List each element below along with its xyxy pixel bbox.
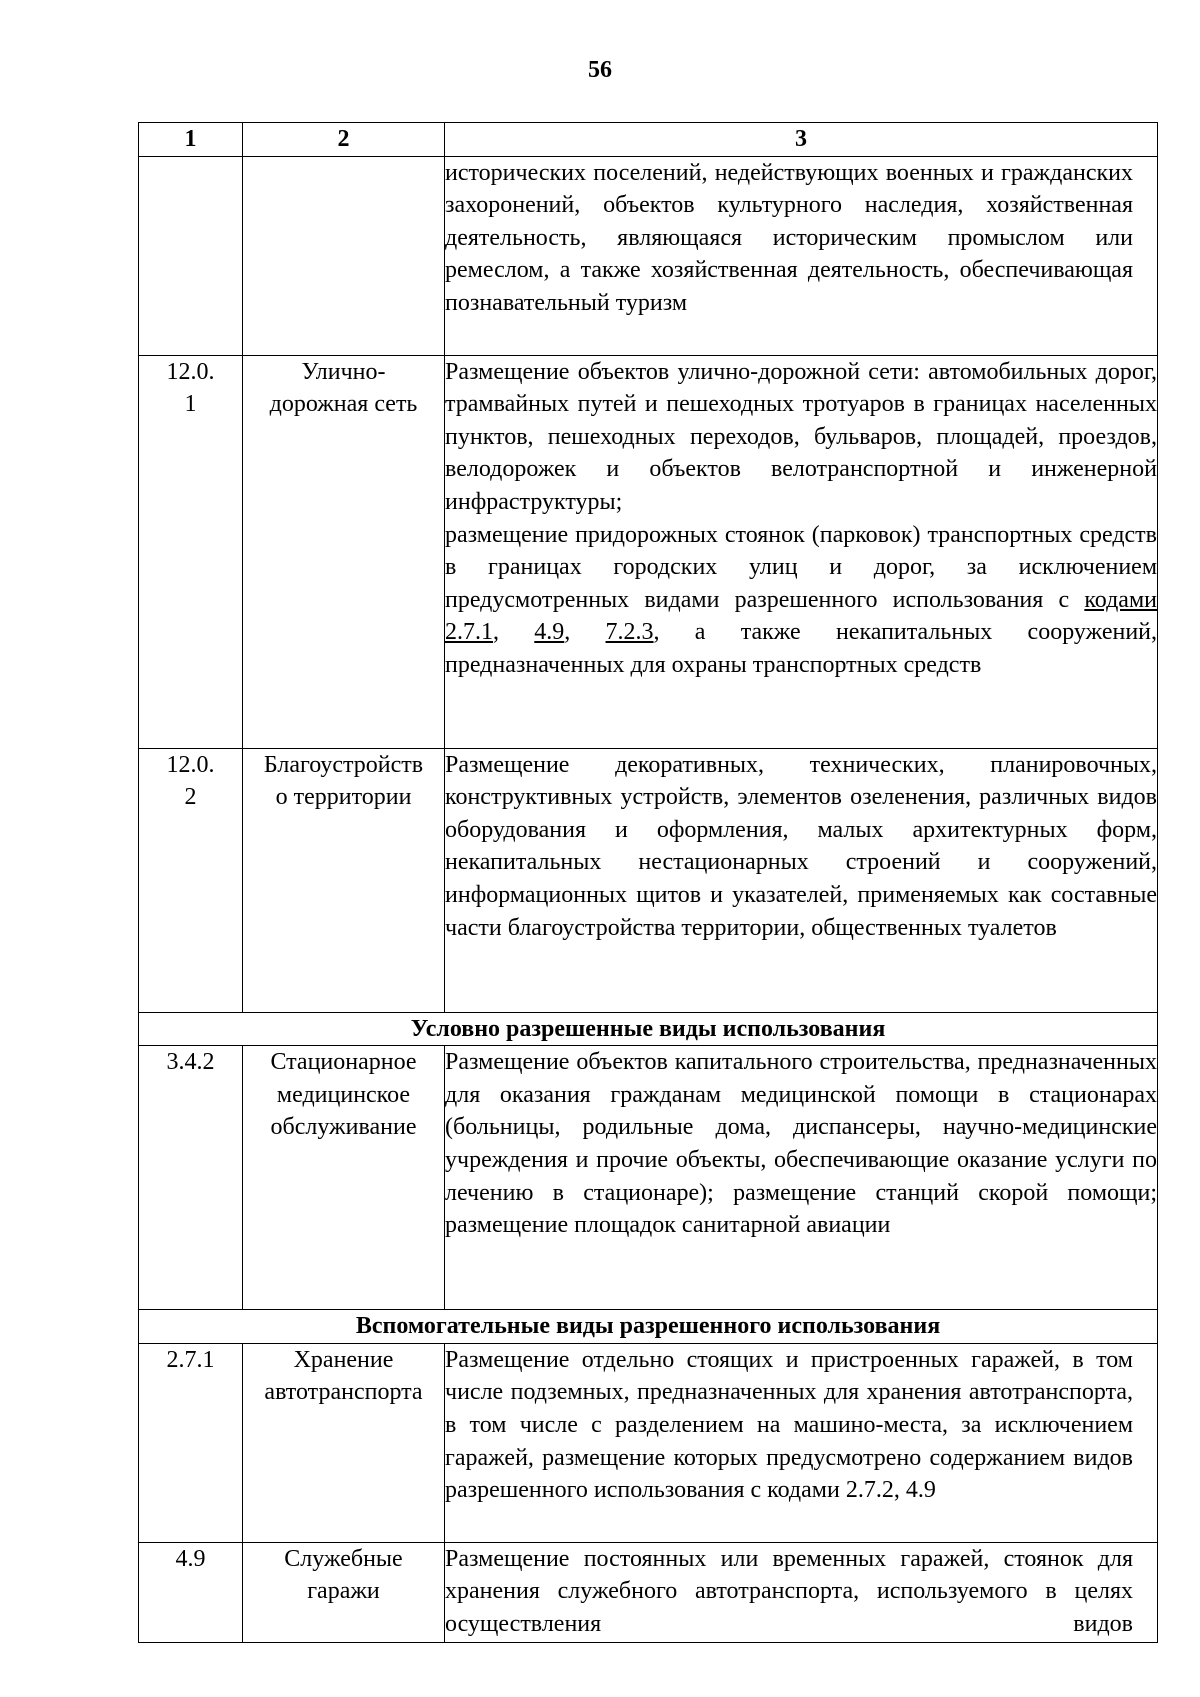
description-text-part: , а также некапитальных сооружений, предназначенных для охраны транспортных средств xyxy=(445,619,1158,678)
code-cell xyxy=(139,156,243,355)
name-line: автотранспорта xyxy=(264,1379,423,1406)
code-cell xyxy=(139,748,243,1012)
name-cell xyxy=(243,1046,445,1310)
description-text xyxy=(445,519,1157,682)
code-cell: 4.9 xyxy=(139,1542,243,1642)
description-text: Размещение декоративных, технических, планировочных, конструктивных устройств, элементов озеленения, различных видов оборудования и оформления, малых архитектурных форм, некапитальных нестационарных строений и сооружений, информационных щитов и указателей, применяемых как составные части благоустройства территории, общественных туалетов xyxy=(445,751,1157,941)
description-cell xyxy=(445,156,1158,355)
code-link-7-2-3[interactable]: 7.2.3 xyxy=(605,619,654,646)
code-link-2-7-1[interactable]: кодами 2.7.1 xyxy=(445,586,1157,646)
name-line: Стационарное xyxy=(270,1049,417,1076)
separator: , xyxy=(564,619,606,646)
name-line: Служебные xyxy=(284,1545,403,1572)
name-line: обслуживание xyxy=(270,1114,417,1141)
code-cell: 3.4.2 xyxy=(139,1046,243,1310)
code-cell xyxy=(139,355,243,748)
section-row-auxiliary xyxy=(139,1310,1158,1344)
code-line: 2 xyxy=(184,784,197,811)
description-text-part: размещение придорожных стоянок (парковок) транспортных средств в границах городских улиц и дорог, за исключением предусмотренных видами разрешенного использования с xyxy=(445,521,1157,613)
description-cell xyxy=(445,355,1158,748)
table-row-12-0-1 xyxy=(139,355,1158,748)
code-line: 12.0. xyxy=(166,751,215,778)
name-line: Благоустройств xyxy=(263,751,424,778)
name-line: о территории xyxy=(275,784,412,811)
name-cell xyxy=(243,748,445,1012)
name-line: медицинское xyxy=(276,1081,411,1108)
description-text: Размещение объектов улично-дорожной сети: автомобильных дорог, трамвайных путей и пешеходных тротуаров в границах населенных пунктов, пешеходных переходов, бульваров, площадей, проездов, велодорожек и объектов велотранспортной и инженерной инфраструктуры; xyxy=(445,358,1157,515)
name-line: дорожная сеть xyxy=(269,391,418,418)
section-heading: Вспомогательные виды разрешенного использования xyxy=(139,1310,1158,1344)
description-cell xyxy=(445,1542,1158,1642)
column-header-name: 2 xyxy=(243,123,445,157)
name-cell xyxy=(243,1542,445,1642)
code-link-4-9[interactable]: 4.9 xyxy=(534,619,565,646)
name-cell xyxy=(243,1343,445,1542)
description-text: Размещение отдельно стоящих и пристроенных гаражей, в том числе подземных, предназначенных для хранения автотранспорта, в том числе с разделением на машино-места, за исключением гаражей, размещение которых предусмотрено содержанием видов разрешенного использования с кодами 2.7.2, 4.9 xyxy=(445,1346,1133,1504)
description-cell xyxy=(445,748,1158,1012)
name-line: Хранение xyxy=(293,1346,394,1373)
separator: , xyxy=(493,619,535,646)
code-line: 12.0. xyxy=(166,358,215,385)
description-text: Размещение объектов капитального строительства, предназначенных для оказания гражданам медицинской помощи в стационарах (больницы, родильные дома, диспансеры, научно-медицинские учреждения и прочие объекты, обеспечивающие оказание услуги по лечению в стационаре); размещение станций скорой помощи; размещение площадок санитарной авиации xyxy=(445,1049,1157,1239)
table-row-continued xyxy=(139,156,1158,355)
description-cell xyxy=(445,1046,1158,1310)
name-cell xyxy=(243,355,445,748)
description-text: Размещение постоянных или временных гаражей, стоянок для хранения служебного автотранспорта, используемого в целях осуществления видов xyxy=(445,1545,1133,1637)
table-row-2-7-1 xyxy=(139,1343,1158,1542)
code-cell: 2.7.1 xyxy=(139,1343,243,1542)
table-header-row xyxy=(139,123,1158,157)
page-number: 56 xyxy=(588,57,612,83)
code-line: 1 xyxy=(184,391,197,418)
name-line: Улично- xyxy=(301,358,386,385)
column-header-code: 1 xyxy=(139,123,243,157)
land-use-table xyxy=(138,122,1158,1643)
description-cell xyxy=(445,1343,1158,1542)
section-row-conditional xyxy=(139,1012,1158,1046)
table-row-3-4-2 xyxy=(139,1046,1158,1310)
column-header-description: 3 xyxy=(445,123,1158,157)
table-row-4-9 xyxy=(139,1542,1158,1642)
name-line: гаражи xyxy=(307,1578,380,1605)
name-cell xyxy=(243,156,445,355)
section-heading: Условно разрешенные виды использования xyxy=(139,1012,1158,1046)
table-row-12-0-2 xyxy=(139,748,1158,1012)
description-text: исторических поселений, недействующих военных и гражданских захоронений, объектов культурного наследия, хозяйственная деятельность, являющаяся историческим промыслом или ремеслом, а также хозяйственная деятельность, обеспечивающая познавательный туризм xyxy=(445,159,1133,316)
